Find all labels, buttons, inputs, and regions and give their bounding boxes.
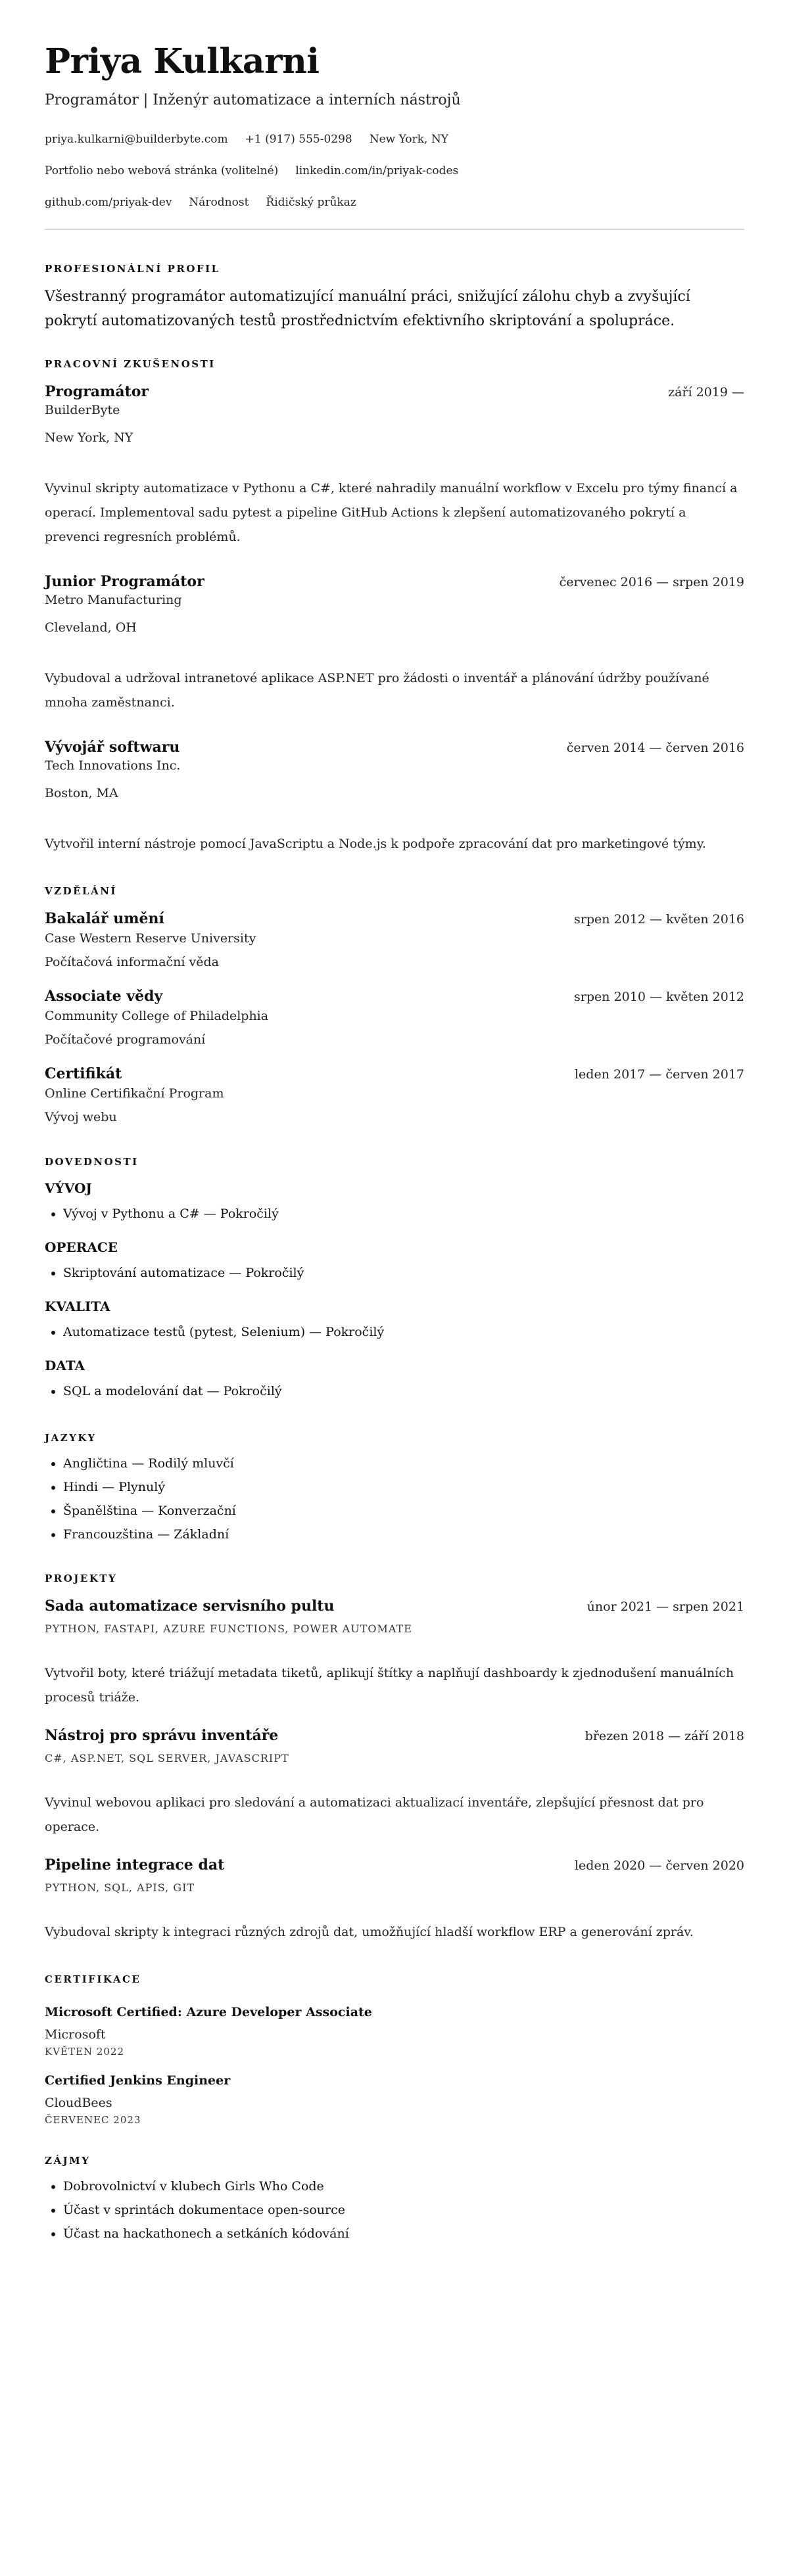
header-divider [45, 229, 744, 230]
education-dates: srpen 2010 — květen 2012 [574, 990, 744, 1004]
certifications-section [45, 1973, 744, 2126]
project-description: Vyvinul webovou aplikaci pro sledování a automatizaci aktualizací inventáře, zlepšující přesnost dat pro operace. [45, 1795, 704, 1834]
job-description: Vybudoval a udržoval intranetové aplikace ASP.NET pro žádosti o inventář a plánování údržby používané mnoha zaměstnanci. [45, 671, 709, 710]
project-description: Vybudoval skripty k integraci různých zdrojů dat, umožňující hladší workflow ERP a generování zpráv. [45, 1925, 694, 1939]
entry-header [45, 910, 744, 927]
field-of-study: Počítačové programování [45, 1032, 206, 1047]
project-name: Sada automatizace servisního pultu [45, 1598, 335, 1615]
experience-entry [45, 383, 744, 549]
school-name: Case Western Reserve University [45, 931, 256, 946]
skill-list [45, 1261, 744, 1285]
contact-row [45, 155, 744, 187]
degree: Bakalář umění [45, 910, 164, 927]
education-dates: leden 2017 — červen 2017 [574, 1067, 744, 1082]
job-dates: červen 2014 — červen 2016 [566, 741, 744, 755]
school-name: Online Certifikační Program [45, 1086, 224, 1101]
experience-section [45, 358, 744, 856]
field-of-study: Počítačová informační věda [45, 955, 219, 969]
project-tech-stack: PYTHON, FASTAPI, AZURE FUNCTIONS, POWER AUTOMATE [45, 1622, 412, 1635]
language-item: • Angličtina — Rodilý mluvčí [63, 1452, 744, 1475]
entry-header [45, 383, 744, 400]
skill-category: VÝVOJ [45, 1180, 92, 1196]
phone: +1 (917) 555-0298 [245, 133, 352, 146]
linkedin-link[interactable]: linkedin.com/in/priyak-codes [295, 164, 459, 177]
certification-issuer: CloudBees [45, 2096, 112, 2110]
experience-entry [45, 573, 744, 715]
drivers-license: Řidičský průkaz [266, 196, 356, 209]
section-title: PROJEKTY [45, 1573, 118, 1584]
skill-item: • Skriptování automatizace — Pokročilý [63, 1261, 744, 1285]
education-entry [45, 988, 744, 1049]
certification-name: Microsoft Certified: Azure Developer Associate [45, 2005, 372, 2019]
github-link[interactable]: github.com/priyak-dev [45, 196, 172, 209]
certification-entry [45, 2071, 744, 2126]
email-link[interactable]: priya.kulkarni@builderbyte.com [45, 133, 228, 146]
entry-header [45, 1065, 744, 1082]
skill-list [45, 1320, 744, 1344]
interest-item: • Účast na hackathonech a setkáních kódování [63, 2222, 744, 2245]
project-entry [45, 1598, 744, 1710]
skill-item: • Vývoj v Pythonu a C# — Pokročilý [63, 1202, 744, 1226]
certification-issuer: Microsoft [45, 2027, 106, 2042]
skill-item: • SQL a modelování dat — Pokročilý [63, 1379, 744, 1403]
project-name: Nástroj pro správu inventáře [45, 1727, 279, 1744]
section-title: VZDĚLÁNÍ [45, 885, 117, 897]
experience-entry [45, 739, 744, 856]
nationality: Národnost [189, 196, 249, 209]
entry-header [45, 1727, 744, 1744]
location: New York, NY [369, 133, 448, 146]
projects-section [45, 1573, 744, 1944]
section-title: JAZYKY [45, 1432, 97, 1444]
skill-item: • Automatizace testů (pytest, Selenium) — Pokročilý [63, 1320, 744, 1344]
project-description: Vytvořil boty, které triážují metadata tiketů, aplikují štítky a naplňují dashboardy k zjednodušení manuálních procesů triáže. [45, 1666, 734, 1705]
certification-entry [45, 2002, 744, 2058]
entry-header [45, 739, 744, 756]
job-description: Vytvořil interní nástroje pomocí JavaScriptu a Node.js k podpoře zpracování dat pro marketingové týmy. [45, 837, 706, 851]
job-location: New York, NY [45, 430, 133, 445]
degree: Certifikát [45, 1065, 122, 1082]
project-entry [45, 1856, 744, 1944]
project-tech-stack: PYTHON, SQL, APIS, GIT [45, 1881, 195, 1894]
job-dates: červenec 2016 — srpen 2019 [559, 575, 744, 589]
skills-section [45, 1156, 744, 1403]
profile-summary: Všestranný programátor automatizující manuální práci, snižující zálohu chyb a zvyšující pokrytí automatizovaných testů prostřednictvím efektivního skriptování a spolupráce. [45, 288, 690, 329]
certification-date: KVĚTEN 2022 [45, 2046, 125, 2058]
section-title: CERTIFIKACE [45, 1973, 141, 1985]
contact-info [45, 124, 744, 218]
job-location: Boston, MA [45, 786, 118, 800]
interest-item: • Dobrovolnictví v klubech Girls Who Code [63, 2174, 744, 2198]
section-title: ZÁJMY [45, 2155, 91, 2167]
skill-category: KVALITA [45, 1299, 110, 1314]
company-name: Tech Innovations Inc. [45, 758, 181, 773]
entry-header [45, 1856, 744, 1874]
education-entry [45, 1065, 744, 1127]
field-of-study: Vývoj webu [45, 1110, 117, 1124]
project-dates: březen 2018 — září 2018 [585, 1729, 744, 1743]
section-title: DOVEDNOSTI [45, 1156, 139, 1168]
portfolio-link[interactable]: Portfolio nebo webová stránka (volitelné) [45, 164, 279, 177]
languages-section [45, 1432, 744, 1546]
project-dates: únor 2021 — srpen 2021 [586, 1599, 744, 1614]
profile-section [45, 263, 744, 333]
job-title: Junior Programátor [45, 573, 204, 590]
company-name: Metro Manufacturing [45, 593, 182, 607]
project-name: Pipeline integrace dat [45, 1856, 225, 1874]
project-tech-stack: C#, ASP.NET, SQL SERVER, JAVASCRIPT [45, 1752, 289, 1764]
certification-date: ČERVENEC 2023 [45, 2114, 141, 2126]
language-item: • Francouzština — Základní [63, 1523, 744, 1546]
entry-header [45, 573, 744, 590]
project-dates: leden 2020 — červen 2020 [574, 1858, 744, 1873]
contact-row [45, 124, 744, 155]
education-entry [45, 910, 744, 972]
skill-category: DATA [45, 1358, 85, 1373]
degree: Associate vědy [45, 988, 163, 1005]
entry-header [45, 988, 744, 1005]
education-section [45, 885, 744, 1127]
candidate-name: Priya Kulkarni [45, 41, 320, 81]
interests-section [45, 2155, 744, 2245]
skill-list [45, 1379, 744, 1403]
section-title: PROFESIONÁLNÍ PROFIL [45, 263, 220, 275]
entry-header [45, 1598, 744, 1615]
project-entry [45, 1727, 744, 1839]
job-title: Vývojář softwaru [45, 739, 180, 756]
job-description: Vyvinul skripty automatizace v Pythonu a C#, které nahradily manuální workflow v Excelu pro týmy financí a operací. Implementoval sadu pytest a pipeline GitHub Actions k zlepšení automatizovaného pokrytí a prevenci regresních problémů. [45, 481, 738, 544]
job-dates: září 2019 — [668, 385, 744, 400]
job-title: Programátor [45, 383, 149, 400]
contact-row [45, 187, 744, 218]
resume-header [45, 41, 744, 230]
certification-name: Certified Jenkins Engineer [45, 2073, 231, 2088]
section-title: PRACOVNÍ ZKUŠENOSTI [45, 358, 216, 370]
skill-list [45, 1202, 744, 1226]
job-location: Cleveland, OH [45, 620, 137, 635]
candidate-headline: Programátor | Inženýr automatizace a interních nástrojů [45, 92, 461, 108]
language-item: • Španělština — Konverzační [63, 1499, 744, 1523]
school-name: Community College of Philadelphia [45, 1009, 269, 1023]
skill-category: OPERACE [45, 1239, 118, 1255]
education-dates: srpen 2012 — květen 2016 [574, 912, 744, 927]
company-name: BuilderByte [45, 403, 120, 417]
interest-item: • Účast v sprintách dokumentace open-source [63, 2198, 744, 2222]
language-item: • Hindi — Plynulý [63, 1475, 744, 1499]
